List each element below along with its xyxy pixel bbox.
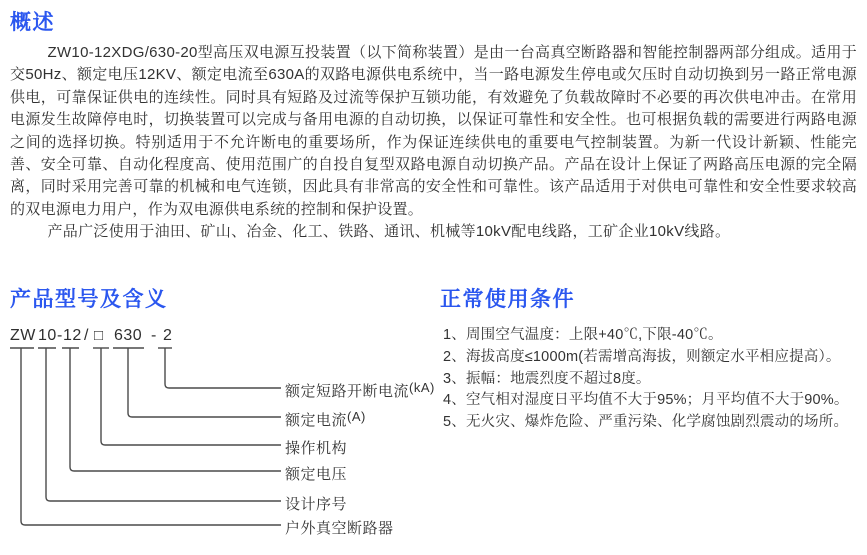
label-text: 额定电流 <box>285 412 348 429</box>
label-unit: (kA) <box>409 380 435 395</box>
label-rated-current <box>285 409 366 430</box>
label-text: 操作机构 <box>285 440 348 457</box>
model-part-design-no: 10 <box>38 327 57 344</box>
label-outdoor-vacuum-breaker <box>285 517 394 538</box>
overview-paragraph-main: ZW10-12XDG/630-20型高压双电源互投装置（以下简称装置）是由一台高真空断路器和智能控制器两部分组成。适用于交50Hz、额定电压12KV、额定电流至630A的双路电源供电系统中，当一路电源发生停电或欠压时自动切换到另一路正常电源供电，可靠保证供电的连续性。同时具有短路及过流等保护互锁功能，有效避免了负载故障时不必要的再次供电冲击。在常用电源发生故障停电时，切换装置可以完成与备用电源的自动切换，以保证可靠性和安全性。也可根据负载的需要进行两路电源之间的选择切换。特别适用于不允许断电的重要场所，作为保证连续供电的重要电气控制装置。为新一代设计新颖、性能完善、安全可靠、自动化程度高、使用范围广的自投自复型双路电源自动切换产品。产品在设计上保证了两路高压电源的完全隔离，同时采用完善可靠的机械和电气连锁，因此具有非常高的安全性和可靠性。该产品适用于对供电可靠性和安全性要求较高的双电源电力用户，作为双电源供电系统的控制和保护设置。 <box>10 44 857 218</box>
label-operating-mechanism <box>285 437 347 458</box>
label-text: 户外真空断路器 <box>285 520 394 537</box>
condition-item: 2、海拔高度≤1000m(若需增高海拔，则额定水平相应提高）。 <box>443 348 841 365</box>
condition-item: 5、无火灾、爆炸危险、严重污染、化学腐蚀剧烈震动的场所。 <box>443 414 849 431</box>
overview-paragraph-applications: 产品广泛使用于油田、矿山、冶金、化工、铁路、通讯、机械等10kV配电线路，工矿企业10kV线路。 <box>47 223 731 241</box>
label-text: 额定短路开断电流 <box>285 383 410 400</box>
model-part-slash: / <box>84 327 89 344</box>
model-part-series: ZW <box>10 327 36 344</box>
condition-item: 3、振幅：地震烈度不超过8度。 <box>443 370 651 387</box>
model-part-current: 630 <box>114 327 143 344</box>
model-part-voltage: 12 <box>63 327 82 344</box>
model-part-dash: - <box>57 327 63 344</box>
condition-item: 1、周围空气温度：上限+40℃,下限-40℃。 <box>443 327 723 343</box>
condition-item: 4、空气相对湿度日平均值不大于95%；月平均值不大于90%。 <box>443 392 849 409</box>
label-unit: (A) <box>347 409 366 424</box>
overview-body <box>10 42 857 244</box>
label-design-serial <box>285 493 347 514</box>
model-part-breaking-current: 2 <box>163 327 173 344</box>
model-part-dash2: - <box>151 327 157 344</box>
label-text: 设计序号 <box>285 496 348 513</box>
label-text: 额定电压 <box>285 466 348 483</box>
model-part-placeholder-box: □ <box>94 327 104 344</box>
conditions-section-heading: 正常使用条件 <box>440 288 575 311</box>
label-rated-voltage <box>285 463 347 484</box>
label-rated-breaking-current <box>285 380 435 401</box>
conditions-list <box>443 325 867 434</box>
overview-heading: 概述 <box>10 11 55 34</box>
model-section-heading: 产品型号及含义 <box>10 288 168 311</box>
